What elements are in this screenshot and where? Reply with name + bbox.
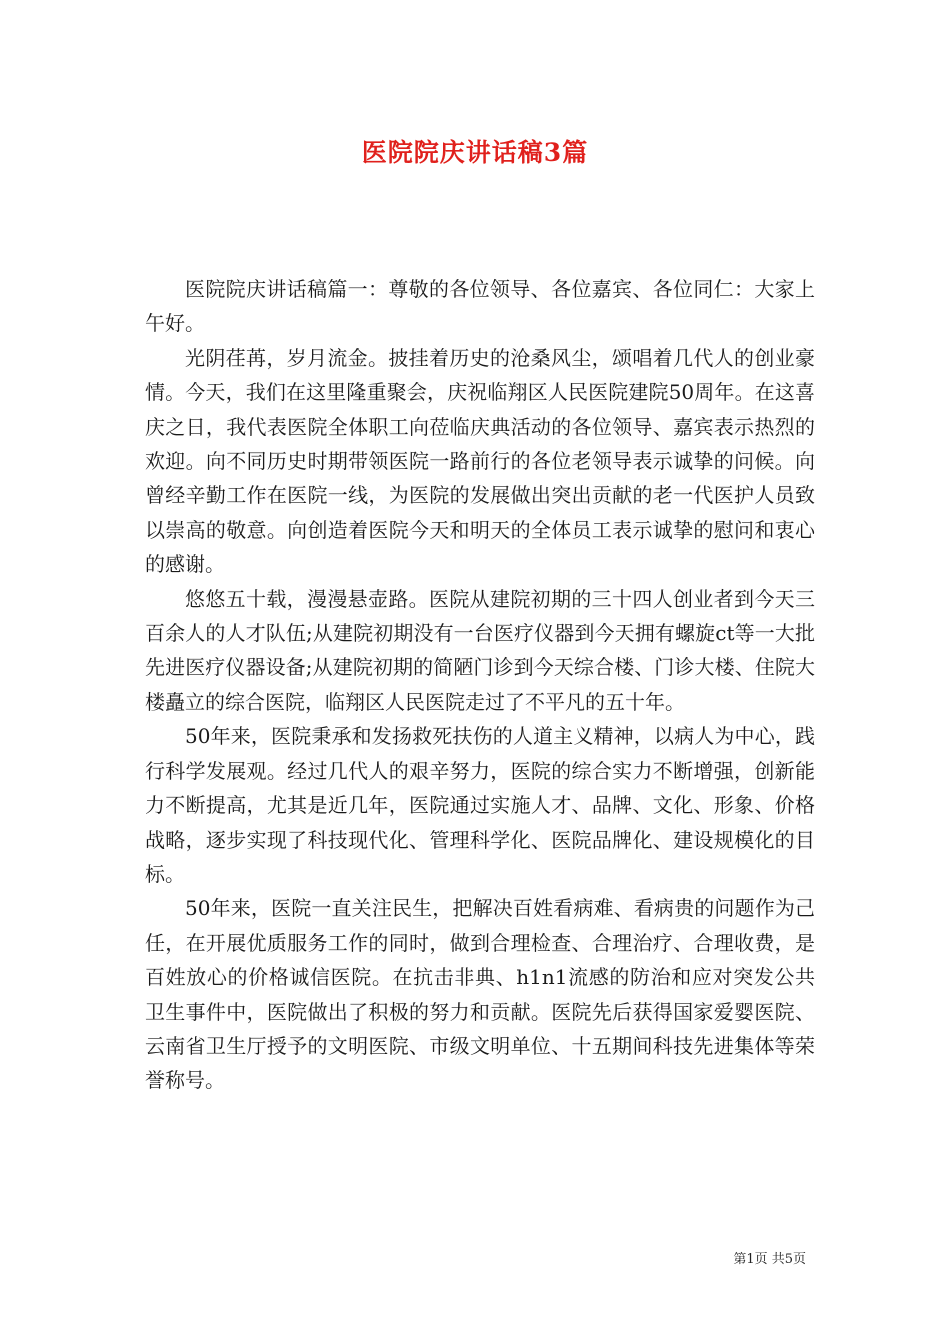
document-body: [145, 272, 815, 1098]
paragraph-public-service: 50年来，医院一直关注民生，把解决百姓看病难、看病贵的问题作为己任，在开展优质服务工作的同时，做到合理检查、合理治疗、合理收费，是百姓放心的价格诚信医院。在抗击非典、h1n1流感的防治和应对突发公共卫生事件中，医院做出了积极的努力和贡献。医院先后获得国家爱婴医院、云南省卫生厅授予的文明医院、市级文明单位、十五期间科技先进集体等荣誉称号。: [145, 896, 815, 1093]
page-number: 第1页 共5页: [733, 1252, 806, 1267]
document-title: 医院院庆讲话稿3篇: [361, 138, 589, 167]
paragraph-greeting: 医院院庆讲话稿篇一：尊敬的各位领导、各位嘉宾、各位同仁：大家上午好。: [145, 277, 815, 336]
paragraph-achievements: 50年来，医院秉承和发扬救死扶伤的人道主义精神，以病人为中心，践行科学发展观。经过几代人的艰辛努力，医院的综合实力不断增强，创新能力不断提高，尤其是近几年，医院通过实施人才、品牌、文化、形象、价格战略，逐步实现了科技现代化、管理科学化、医院品牌化、建设规模化的目标。: [145, 724, 815, 886]
paragraph-welcome: 光阴荏苒，岁月流金。披挂着历史的沧桑风尘，颂唱着几代人的创业豪情。今天，我们在这里隆重聚会，庆祝临翔区人民医院建院50周年。在这喜庆之日，我代表医院全体职工向莅临庆典活动的各位领导、嘉宾表示热烈的欢迎。向不同历史时期带领医院一路前行的各位老领导表示诚挚的问候。向曾经辛勤工作在医院一线，为医院的发展做出突出贡献的老一代医护人员致以崇高的敬意。向创造着医院今天和明天的全体员工表示诚挚的慰问和衷心的感谢。: [145, 345, 815, 577]
paragraph-history: 悠悠五十载，漫漫悬壶路。医院从建院初期的三十四人创业者到今天三百余人的人才队伍;从建院初期没有一台医疗仪器到今天拥有螺旋ct等一大批先进医疗仪器设备;从建院初期的简陋门诊到今天综合楼、门诊大楼、住院大楼矗立的综合医院，临翔区人民医院走过了不平凡的五十年。: [145, 586, 815, 714]
